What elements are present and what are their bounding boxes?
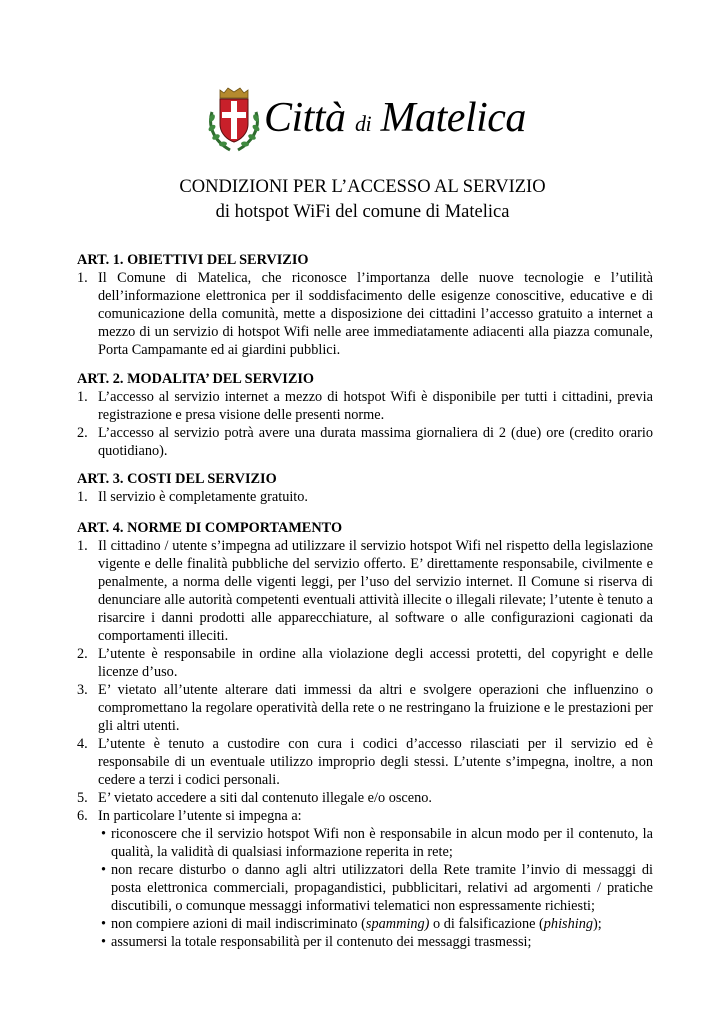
list-item: 1. Il servizio è completamente gratuito. — [77, 489, 309, 505]
article-heading: ART. 4. NORME DI COMPORTAMENTO — [77, 520, 343, 536]
list-item: 1. Il cittadino / utente s’impegna ad utilizzare il servizio hotspot Wifi nel rispetto della legislazione vigente e delle finalità pubbliche del servizio offerto. E’ direttamente responsabile, civilmente e penalmente, a norma delle vigenti leggi, per l’uso del servizio internet. Il Comune si riserva di denunciare alle autorità competenti eventuali attività illecite o illegali rilevate; l’utente è tenuto a risarcire i danni prodotti alle apparecchiature, al software o alle configurazioni cagionati da comportamenti illeciti. — [77, 538, 653, 644]
bullet-item: • riconoscere che il servizio hotspot Wifi non è responsabile in alcun modo per il contenuto, la qualità, la validità di qualsiasi informazione reperita in rete; — [101, 826, 653, 860]
list-item: 2. L’accesso al servizio potrà avere una durata massima giornaliera di 2 (due) ore (credito orario quotidiano). — [77, 425, 653, 459]
article-1 — [77, 251, 653, 359]
article-heading: ART. 2. MODALITA’ DEL SERVIZIO — [77, 371, 315, 387]
coat-of-arms-icon — [206, 84, 262, 154]
article-heading: ART. 3. COSTI DEL SERVIZIO — [77, 471, 277, 487]
article-4 — [77, 519, 653, 951]
city-logo — [202, 80, 526, 160]
list-item: 1. L’accesso al servizio internet a mezzo di hotspot Wifi è disponibile per tutti i cittadini, previa registrazione e presa visione delle presenti norme. — [77, 389, 653, 423]
article-3 — [77, 470, 653, 506]
list-item: 2. L’utente è responsabile in ordine alla violazione degli accessi protetti, del copyright e delle licenze d’uso. — [77, 646, 653, 680]
bullet-item: • non recare disturbo o danno agli altri utilizzatori della Rete tramite l’invio di messaggi di posta elettronica commerciali, propagandistici, pubblicitari, relativi ad argomenti / pratiche discutibili, o comunque messaggi informativi telematici non espressamente richiesti; — [101, 862, 653, 914]
bullet-item: • non compiere azioni di mail indiscriminato (spamming) o di falsificazione (phishing); — [101, 916, 602, 932]
bullet-item: • assumersi la totale responsabilità per il contenuto dei messaggi trasmessi; — [101, 934, 532, 950]
document-subtitle: di hotspot WiFi del comune di Matelica — [215, 202, 510, 222]
list-item: 5. E’ vietato accedere a siti dal contenuto illegale e/o osceno. — [77, 790, 432, 806]
list-item: 1. Il Comune di Matelica, che riconosce l’importanza delle nuove tecnologie e l’utilità dell’informazione elettronica per il soddisfacimento delle esigenze conoscitive, educative e di comunicazione della comunità, mette a disposizione dei cittadini l’accesso gratuito a internet a mezzo di un servizio di hotspot Wifi nelle aree immediatamente adiacenti alla piazza comunale, Porta Campamante ed ai giardini pubblici. — [77, 270, 653, 358]
list-item: 6. In particolare l’utente si impegna a: — [77, 808, 302, 824]
article-heading: ART. 1. OBIETTIVI DEL SERVIZIO — [77, 252, 309, 268]
logo-wordmark: Città di Matelica — [264, 95, 526, 141]
article-2 — [77, 370, 653, 460]
list-item: 4. L’utente è tenuto a custodire con cura i codici d’accesso rilasciati per il servizio ed è responsabile di un eventuale utilizzo improprio degli stessi. L’utente s’impegna, inoltre, a non cedere a terzi i codici personali. — [77, 736, 653, 788]
document-title: CONDIZIONI PER L’ACCESSO AL SERVIZIO — [179, 177, 546, 197]
list-item: 3. E’ vietato all’utente alterare dati immessi da altri e svolgere operazioni che influenzino o compromettano la regolare operatività della rete o ne restringano la fruizione e le prestazioni per gli altri utenti. — [77, 682, 653, 734]
